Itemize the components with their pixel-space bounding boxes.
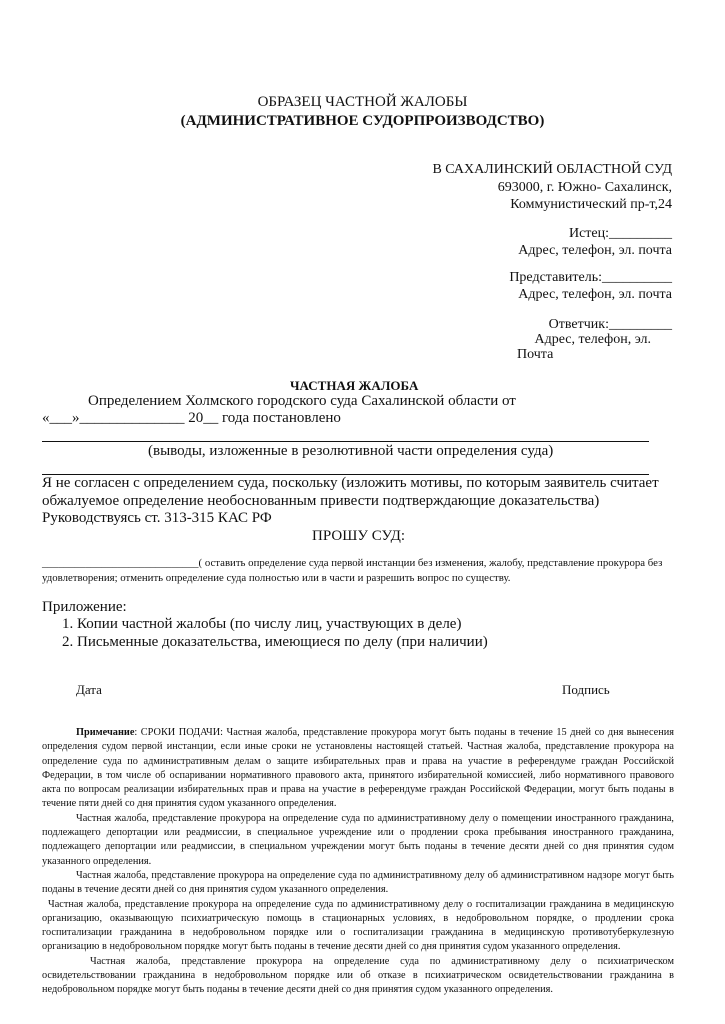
- signature-label: Подпись: [562, 682, 610, 697]
- filing-deadlines-note: [42, 726, 674, 998]
- plaintiff-label: Истец:_________: [568, 226, 672, 241]
- representative-details: Адрес, телефон, эл. почта: [518, 287, 672, 302]
- note-paragraph: Частная жалоба, представление прокурора на определение суда по административному делу о психиатрическом освидетельствовании гражданина в недобровольном порядке или об отказе в психиатрическом освидетельствовании гражданина в недобровольном порядке могут быть поданы в течение десяти дней со дня принятия судом указанного определения.: [42, 955, 674, 996]
- attachment-item: 1. Копии частной жалобы (по числу лиц, участвующих в деле): [62, 616, 462, 632]
- request-line1: _____________________________( оставить определение суда первой инстанции без изменения, жалобу, представление прокурора без: [42, 557, 663, 569]
- addressee-address-line2: Коммунистический пр-т,24: [510, 197, 672, 212]
- attachments-heading: Приложение:: [42, 599, 127, 615]
- note-paragraph: Частная жалоба, представление прокурора на определение суда по административному делу о госпитализации гражданина в медицинскую организацию, оказывающую психиатрическую помощь в стационарных условиях, в недобровольном порядке, о продлении срока госпитализации гражданина в недобровольном порядке или о госпитализации гражданина в медицинскую противотуберкулезную организацию в недобровольном порядке могут быть поданы в течение десяти дней со дня принятия судом указанного определения.: [42, 898, 674, 953]
- disagree-line2: обжалуемое определение необоснованным привести подтверждающие доказательства): [42, 493, 600, 509]
- plaintiff-details: Адрес, телефон, эл. почта: [518, 243, 672, 258]
- defendant-details-cont: Почта: [517, 347, 554, 362]
- defendant-label: Ответчик:_________: [548, 317, 672, 332]
- addressee-address-line1: 693000, г. Южно- Сахалинск,: [497, 180, 672, 195]
- guided-by: Руководствуясь ст. 313-315 КАС РФ: [42, 510, 272, 526]
- ruling-line2: «___»______________ 20__ года постановлено: [42, 410, 341, 426]
- operative-caption: (выводы, изложенные в резолютивной части определения суда): [148, 443, 554, 459]
- disagree-line1: Я не согласен с определением суда, поскольку (изложить мотивы, по которым заявитель считает: [42, 475, 659, 491]
- document-title: ОБРАЗЕЦ ЧАСТНОЙ ЖАЛОБЫ: [257, 94, 468, 110]
- attachment-item: 2. Письменные доказательства, имеющиеся по делу (при наличии): [62, 634, 488, 650]
- request-heading: ПРОШУ СУД:: [312, 528, 406, 544]
- note-label: Примечание: [76, 727, 135, 738]
- request-line2: удовлетворения; отменить определение суда полностью или в части и разрешить вопрос по существу.: [42, 572, 511, 584]
- note-paragraph: Частная жалоба, представление прокурора на определение суда по административному делу об административном надзоре могут быть поданы в течение десяти дней со дня принятия судом указанного определения.: [42, 869, 674, 896]
- date-label: Дата: [76, 682, 102, 697]
- defendant-details: Адрес, телефон, эл.: [534, 332, 651, 347]
- note-paragraph: Частная жалоба, представление прокурора на определение суда по административному делу о помещении иностранного гражданина, подлежащего депортации или реадмиссии, в специальное учреждение или о продлении срока пребывания иностранного гражданина, подлежащего депортации или реадмиссии, в специальном учреждении могут быть поданы в течение десяти дней со дня принятия судом указанного определения.: [42, 812, 674, 867]
- ruling-line1: Определением Холмского городского суда Сахалинской области от: [88, 393, 516, 409]
- document-subtitle: (АДМИНИСТРАТИВНОЕ СУДОРПРОИЗВОДСТВО): [180, 113, 545, 129]
- addressee-court: В САХАЛИНСКИЙ ОБЛАСТНОЙ СУД: [432, 162, 672, 177]
- complaint-heading: ЧАСТНАЯ ЖАЛОБА: [290, 378, 419, 393]
- operative-blank-line: [42, 441, 649, 442]
- representative-label: Представитель:__________: [509, 270, 672, 285]
- note-paragraph: Примечание: СРОКИ ПОДАЧИ: Частная жалоба, представление прокурора могут быть поданы в течение 15 дней со дня вынесения определения судом первой инстанции, если иные сроки не установлены настоящей статьей. Частная жалоба, представление прокурора на определение суда по административным делам о защите избирательных прав и права на участие в референдуме граждан Российской Федерации, в том числе об оспаривании нормативного правового акта, принятого избирательной комиссией, либо нормативного правового акта по вопросам реализации избирательных прав и права на участие в референдуме граждан Российской Федерации, могут быть поданы в течение пяти дней со дня принятия судом указанного определения.: [42, 727, 674, 810]
